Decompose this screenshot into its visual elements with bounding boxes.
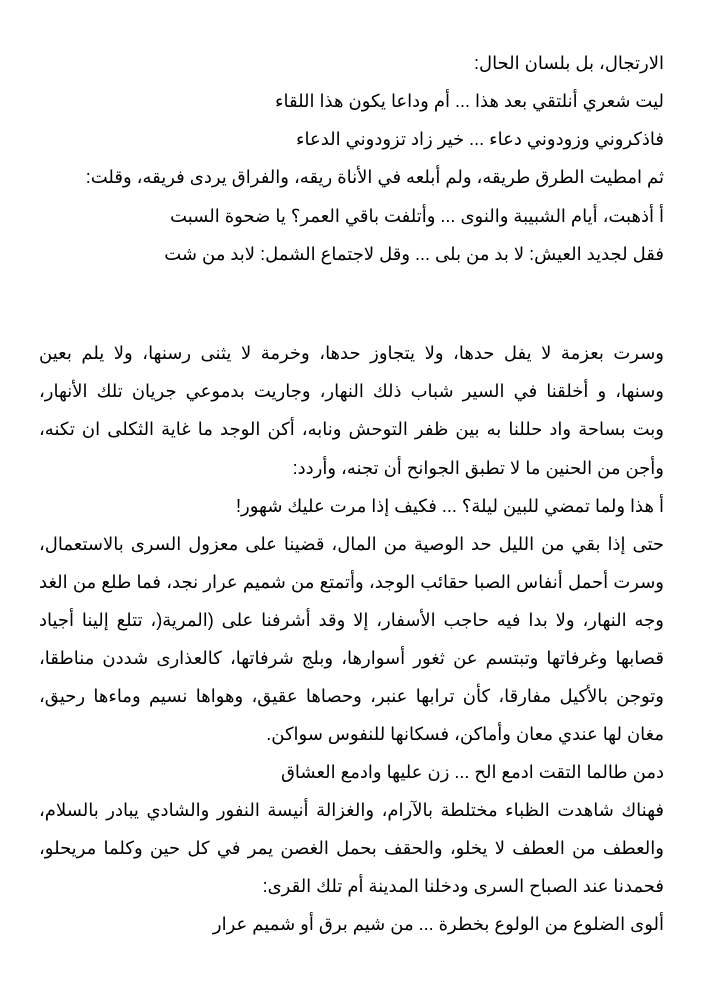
paragraph-line: والعطف من العطف لا يخلو، والحقف بحمل الغصن يمر في كل حين وكلما مريحلو، bbox=[39, 838, 664, 858]
paragraph-line: وتوجن بالأكيل مفارقا، كأن ترابها عنبر، وحصاها عقيق، وهواها نسيم وماءها رحيق، bbox=[39, 686, 664, 706]
paragraph-line: وبت بساحة واد حللنا به بين ظفر التوحش ونابه، أكن الوجد ما غاية الثكلى ان تكنه، bbox=[39, 419, 664, 439]
verse-line: أ أذهبت، أيام الشبيبة والنوى ... وأتلفت باقي العمر؟ يا ضحوة السبت bbox=[170, 206, 664, 226]
verse-line: ليت شعري أنلتقي بعد هذا ... أم وداعا يكون هذا اللقاء bbox=[275, 91, 664, 111]
paragraph-line: فحمدنا عند الصباح السرى ودخلنا المدينة أم تلك القرى: bbox=[262, 876, 664, 896]
text-line: الارتجال، بل بلسان الحال: bbox=[473, 53, 664, 73]
paragraph-line: وجه النهار، ولا بدا فيه حاجب الأسفار، إلا وقد أشرفنا على (المرية(، تتلع إلينا أجياد bbox=[39, 610, 664, 630]
paragraph-line: فهناك شاهدت الظباء مختلطة بالآرام، والغزالة أنيسة النفور والشادي يبادر بالسلام، bbox=[39, 800, 664, 820]
paragraph-line: وسنها، و أخلقنا في السير شباب ذلك النهار، وجاريت بدموعي جريان تلك الأنهار، bbox=[39, 381, 664, 401]
verse-line: فقل لجديد العيش: لا بد من بلى ... وقل لاجتماع الشمل: لابد من شت bbox=[164, 244, 664, 264]
verse-line: أ هذا ولما تمضي للبين ليلة؟ ... فكيف إذا مرت عليك شهور! bbox=[236, 496, 664, 516]
paragraph-line: وسرت أحمل أنفاس الصبا حقائب الوجد، وأتمتع من شميم عرار نجد، فما طلع من الغد bbox=[39, 572, 664, 592]
paragraph-line: قصابها وغرفاتها وتبتسم عن ثغور أسوارها، وبلج شرفاتها، كالعذارى شددن مناطقا، bbox=[39, 648, 664, 668]
verse-line: فاذكروني وزودوني دعاء ... خير زاد تزودوني الدعاء bbox=[296, 129, 664, 149]
verse-line: دمن طالما التقت ادمع الح ... زن عليها وادمع العشاق bbox=[280, 762, 664, 782]
paragraph-line: وسرت بعزمة لا يفل حدها، ولا يتجاوز حدها، وخرمة لا يثنى رسنها، ولا يلم بعين bbox=[39, 343, 664, 363]
paragraph-line: وأجن من الحنين ما لا تطبق الجوانح أن تجنه، وأردد: bbox=[292, 458, 664, 478]
text-line: ثم امطيت الطرق طريقه، ولم أبلعه في الأناة ريقه، والفراق يردى فريقه، وقلت: bbox=[85, 167, 664, 187]
verse-line: ألوى الضلوع من الولوع بخطرة ... من شيم برق أو شميم عرار bbox=[212, 914, 664, 934]
paragraph-line: حتى إذا بقي من الليل حد الوصية من المال، قضينا على معزول السرى بالاستعمال، bbox=[39, 534, 664, 554]
paragraph-line: مغان لها عندي معان وأماكن، فسكانها للنفوس سواكن. bbox=[266, 724, 664, 744]
